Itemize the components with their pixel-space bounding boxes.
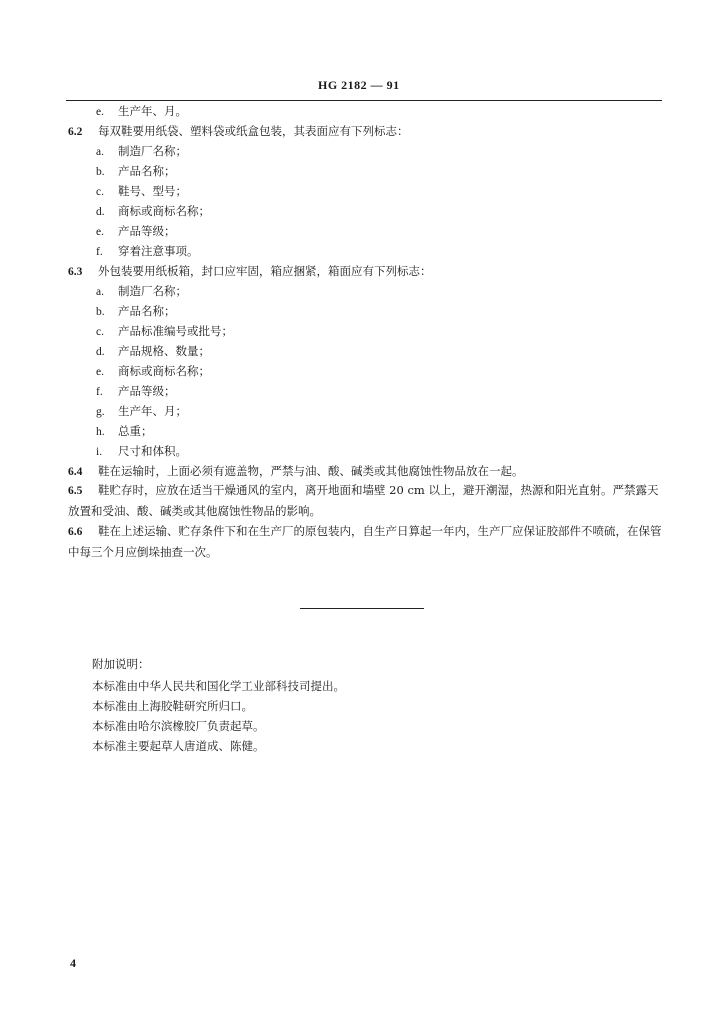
list-item — [96, 423, 153, 440]
list-item — [96, 243, 199, 260]
list-item — [96, 303, 176, 320]
list-item-text: 产品标准编号或批号； — [118, 324, 233, 338]
list-item-text: 尺寸和体积。 — [118, 444, 187, 458]
section-text: 鞋在运输时，上面必须有遮盖物，严禁与油、酸、碱类或其他腐蚀性物品放在一起。 — [98, 464, 524, 478]
list-marker: e. — [96, 366, 104, 378]
list-marker: c. — [96, 186, 104, 198]
section-number: 6.4 — [68, 466, 83, 478]
section-number: 6.5 — [68, 485, 83, 497]
list-marker: d. — [96, 206, 105, 218]
section-divider — [300, 608, 424, 609]
list-item-text: 产品名称； — [118, 164, 176, 178]
list-item-text: 生产年、月。 — [118, 104, 187, 118]
list-marker: d. — [96, 346, 105, 358]
note-line: 本标准由中华人民共和国化学工业部科技司提出。 — [92, 679, 345, 693]
section-6-2-heading — [68, 123, 409, 140]
section-number: 6.3 — [68, 266, 83, 278]
section-number: 6.2 — [68, 126, 83, 138]
section-text: 鞋在上述运输、贮存条件下和在生产厂的原包装内，自生产日算起一年内，生产厂应保证胶部件不喷硫，在保管中每三个月应倒垛抽查一次。 — [68, 524, 662, 559]
list-marker: f. — [96, 246, 103, 258]
list-item-text: 穿着注意事项。 — [118, 244, 199, 258]
list-item-text: 商标或商标名称； — [118, 204, 210, 218]
section-6-6 — [68, 521, 662, 562]
note-line: 本标准由上海胶鞋研究所归口。 — [92, 699, 253, 713]
section-text: 鞋贮存时，应放在适当干燥通风的室内，离开地面和墙壁 20 cm 以上，避开潮湿，热源和阳光直射。严禁露天放置和受油、酸、碱类或其他腐蚀性物品的影响。 — [68, 483, 659, 518]
list-item — [96, 283, 187, 300]
list-marker: g. — [96, 406, 105, 418]
list-item-text: 制造厂名称； — [118, 284, 187, 298]
list-item — [96, 203, 210, 220]
note-line: 本标准由哈尔滨橡胶厂负责起草。 — [92, 719, 265, 733]
list-item-text: 产品规格、数量； — [118, 344, 210, 358]
section-6-5 — [68, 480, 662, 521]
list-item — [96, 143, 187, 160]
list-item-text: 鞋号、型号； — [118, 184, 187, 198]
list-marker: i. — [96, 446, 103, 458]
list-marker: e. — [96, 106, 104, 118]
list-marker: f. — [96, 386, 103, 398]
list-item — [96, 363, 210, 380]
list-item-text: 产品名称； — [118, 304, 176, 318]
list-item — [96, 403, 187, 420]
section-title: 每双鞋要用纸袋、塑料袋或纸盒包装，其表面应有下列标志： — [98, 124, 409, 138]
list-marker: b. — [96, 166, 105, 178]
list-marker: e. — [96, 226, 104, 238]
list-item-text: 总重； — [118, 424, 153, 438]
page-number: 4 — [70, 956, 76, 970]
list-marker: h. — [96, 426, 105, 438]
list-item — [96, 163, 176, 180]
standard-code: HG 2182 — 91 — [318, 78, 400, 92]
notes-heading: 附加说明： — [92, 657, 150, 671]
list-marker: a. — [96, 286, 104, 298]
list-marker: b. — [96, 306, 105, 318]
section-6-4 — [68, 463, 524, 480]
list-item — [96, 343, 210, 360]
section-number: 6.6 — [68, 526, 83, 538]
list-item-text: 产品等级； — [118, 384, 176, 398]
list-item — [96, 103, 187, 120]
list-item — [96, 183, 187, 200]
list-item — [96, 323, 233, 340]
list-item — [96, 223, 176, 240]
list-item-text: 产品等级； — [118, 224, 176, 238]
list-item — [96, 443, 187, 460]
section-6-3-heading — [68, 263, 432, 280]
header-rule — [66, 100, 662, 101]
list-marker: a. — [96, 146, 104, 158]
list-item-text: 生产年、月； — [118, 404, 187, 418]
note-line: 本标准主要起草人唐道成、陈健。 — [92, 739, 265, 753]
list-marker: c. — [96, 326, 104, 338]
section-title: 外包装要用纸板箱，封口应牢固，箱应捆紧，箱面应有下列标志： — [98, 264, 432, 278]
list-item-text: 商标或商标名称； — [118, 364, 210, 378]
list-item — [96, 383, 176, 400]
list-item-text: 制造厂名称； — [118, 144, 187, 158]
